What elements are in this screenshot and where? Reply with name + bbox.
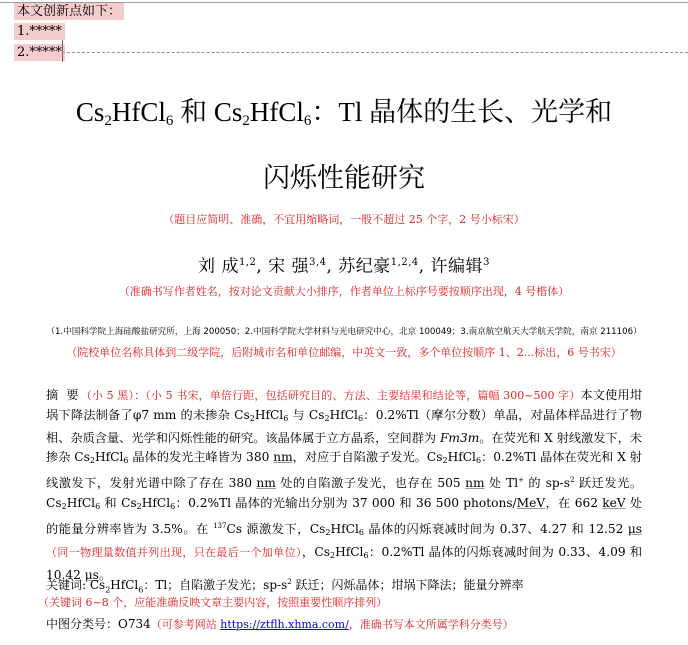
author-note: （准确书写作者姓名，按对论文贡献大小排序，作者单位上标序号要按顺序出现，4 号楷体） [118, 285, 570, 298]
section-break-line [62, 52, 688, 53]
innovation-item-1: 1.***** [14, 23, 65, 40]
text-cursor [62, 40, 63, 62]
paper-title-line-1: $Cs_2HfCl_6$ 和 $Cs_2HfCl_6$：Tl 晶体的生长、光学和 [75, 97, 613, 129]
abstract-note: （小 5 黑）：（小 5 书宋，单倍行距，包括研究目的、方法、主要结果和结论等，篇幅 300~500 字） [80, 389, 581, 402]
author-list: 刘 成$^{1,2}$, 宋 强$^{3,4}$, 苏纪豪$^{1,2,4}$, 许编辑$^3$ [198, 256, 490, 277]
affiliation: （1.中国科学院上海硅酸盐研究所，上海 200050；2.中国科学院大学材料与光电研究中心，北京 100049；3.南京航空航天大学航天学院，南京 211106） [46, 327, 642, 337]
abstract: 摘 要（小 5 黑）：（小 5 书宋，单倍行距，包括研究目的、方法、主要结果和结论等，篇幅 300~500 字）本文使用坩埚下降法制备了φ7 mm 的未掺杂 $Cs_2HfCl_6$ 与 $Cs_2HfCl_6$：0.2%Tl（摩尔分数）单晶，对晶体样品进行了物相、杂质含量、光学和闪烁性能的研究。该晶体属于立方晶系，空间群为 Fm3m。在荧光和 X 射线激发下，未掺杂 $Cs_2HfCl_6$ 晶体的发光主峰皆为 380 nm，对应于自陷激子发光。$Cs_2HfCl_6$：0.2%Tl 晶体在荧光和 X 射线激发下，发射光谱中除了存在 380 nm 处的自陷激子发光，也存在 505 nm 处 Tl+ 的 $sp-s^2$ 跃迁发光。$Cs_2HfCl_6$ 和 $Cs_2HfCl_6$：0.2%Tl 晶体的光输出分别为 37 000 和 36 500 photons/MeV，在 662 keV 处的能量分辨率皆为 3.5%。在 $^{137}$Cs 源激发下，$Cs_2HfCl_6$ 晶体的闪烁衰减时间为 0.37、4.27 和 12.52 μs（同一物理量数值并列出现，只在最后一个加单位），$Cs_2HfCl_6$：0.2%Tl 晶体的闪烁衰减时间为 0.33、4.09 和 10.42 μs。 [46, 388, 643, 582]
paper-title-line-2: 闪烁性能研究 [263, 163, 425, 193]
innovation-heading: 本文创新点如下： [14, 3, 124, 20]
affiliation-note: （院校单位名称具体到二级学院，后附城市名和单位邮编，中英文一致，多个单位按顺序 1、2...标出，6 号书宋） [66, 346, 622, 359]
classification-number: 中图分类号：O734（可参考网站 https://ztflh.xhma.com/，准确书写本文所属学科分类号） [46, 617, 514, 631]
abstract-label: 摘 要 [46, 388, 81, 402]
innovation-item-2: 2.***** [14, 44, 65, 61]
title-note: （题目应简明、准确，不宜用缩略词，一般不超过 25 个字，2 号小标宋） [163, 213, 525, 226]
keywords-note: （关键词 6~8 个，应能准确反映文章主要内容，按照重要性顺序排列） [38, 596, 388, 609]
classification-link[interactable]: https://ztflh.xhma.com/ [220, 618, 349, 631]
keywords: 关键词: $Cs_2HfCl_6$：Tl；自陷激子发光；$sp-s^2$ 跃迁；闪烁晶体；坩埚下降法；能量分辨率 [46, 578, 524, 595]
